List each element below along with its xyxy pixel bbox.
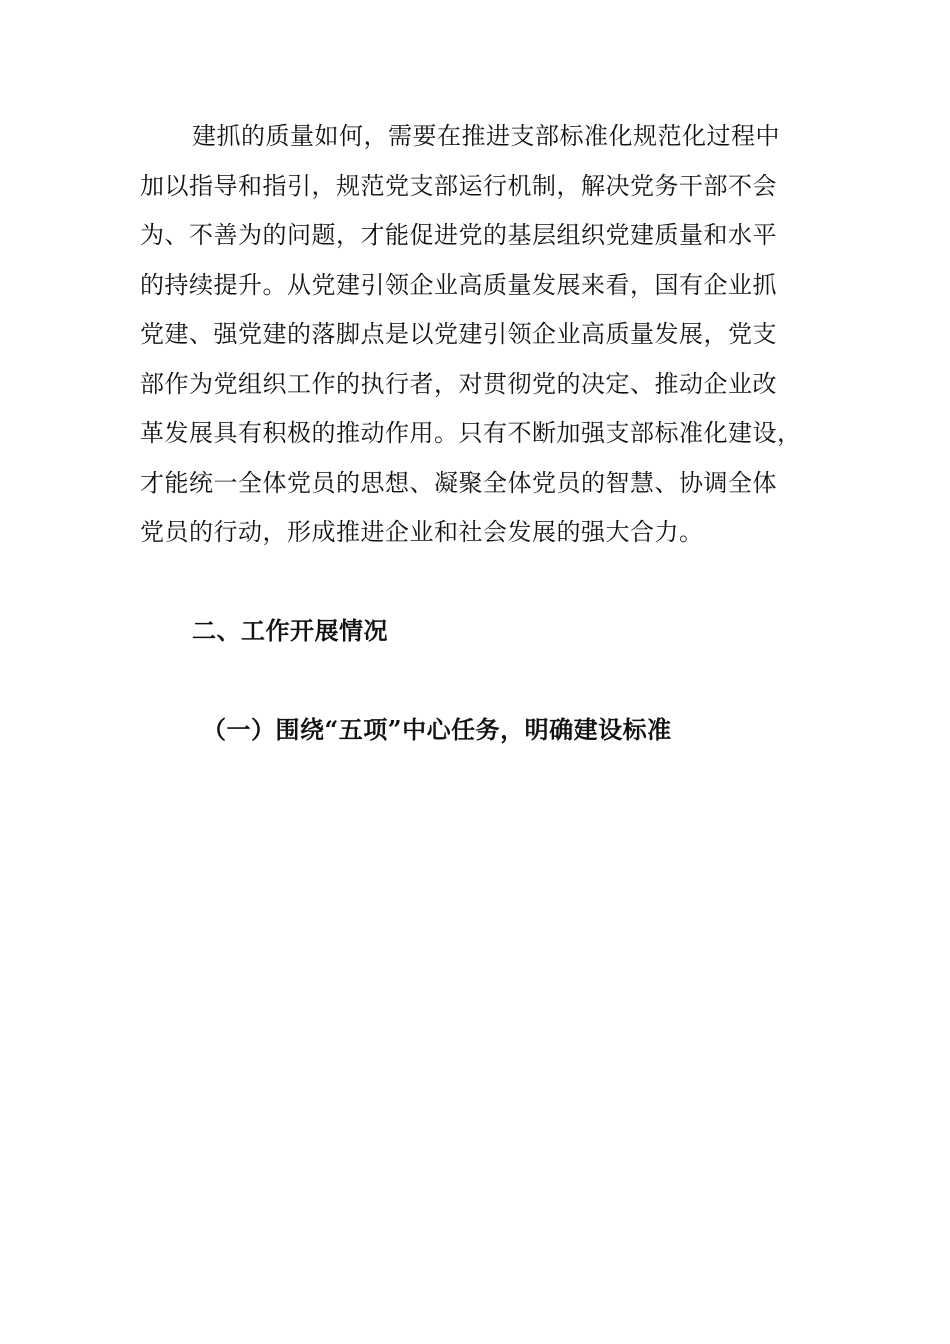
paragraph-line: 加以指导和指引，规范党支部运行机制，解决党务干部不会 [140, 171, 777, 200]
paragraph-line: 革发展具有积极的推动作用。只有不断加强支部标准化建设， [140, 419, 802, 447]
body-paragraph [140, 112, 812, 558]
paragraph-line: 的持续提升。从党建引领企业高质量发展来看，国有企业抓 [140, 270, 777, 299]
subsection-heading: （一）围绕“五项”中心任务，明确建设标准 [202, 715, 672, 744]
paragraph-line: 才能统一全体党员的思想、凝聚全体党员的智慧、协调全体 [140, 468, 777, 497]
paragraph-line: 部作为党组织工作的执行者，对贯彻党的决定、推动企业改 [140, 369, 777, 398]
paragraph-line: 为、不善为的问题，才能促进党的基层组织党建质量和水平 [140, 221, 777, 249]
paragraph-line: 党建、强党建的落脚点是以党建引领企业高质量发展，党支 [140, 320, 777, 348]
paragraph-line: 建抓的质量如何，需要在推进支部标准化规范化过程中 [192, 122, 780, 150]
section-heading: 二、工作开展情况 [192, 616, 388, 645]
paragraph-line: 党员的行动，形成推进企业和社会发展的强大合力。 [140, 518, 704, 546]
